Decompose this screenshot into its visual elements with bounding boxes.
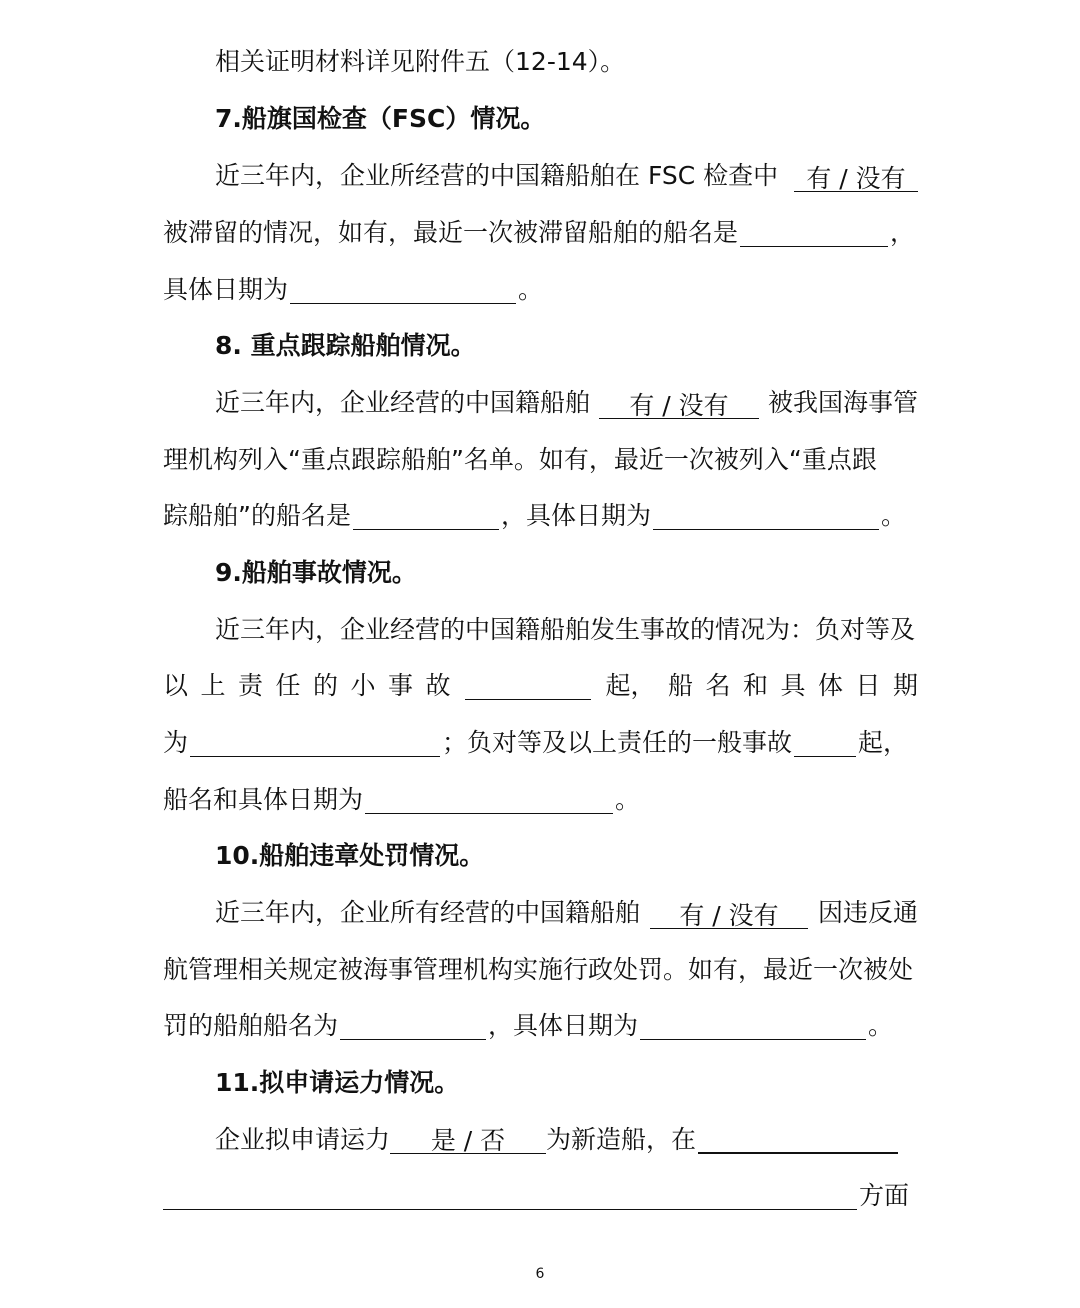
text-segment: 。 <box>880 501 906 530</box>
fill-blank-date[interactable] <box>640 1013 866 1040</box>
option-underline: 有 / 没有 <box>794 161 918 192</box>
fill-blank-count[interactable] <box>794 730 856 757</box>
text-segment: ， <box>890 218 916 247</box>
text-segment: 。 <box>868 1011 894 1040</box>
text-segment: 起， <box>605 671 656 700</box>
text-char: 以 <box>163 671 189 700</box>
text-char: 名 <box>705 671 731 700</box>
text-segment: 被我国海事管 <box>767 388 918 417</box>
paragraph-line <box>163 440 918 480</box>
fill-blank-count[interactable] <box>465 673 591 700</box>
paragraph-line <box>163 666 918 706</box>
text-segment: 近三年内，企业经营的中国籍船舶发生事故的情况为：负对等及 <box>215 615 916 644</box>
text-segment: 具体日期为 <box>163 275 289 304</box>
page-number: 6 <box>535 1266 545 1282</box>
text-segment: 航管理相关规定被海事管理机构实施行政处罚。如有，最近一次被处 <box>163 955 914 984</box>
paragraph-line <box>163 780 918 820</box>
text-char: 任 <box>275 671 301 700</box>
section-heading-8 <box>215 326 918 366</box>
paragraph-line <box>163 1176 918 1216</box>
paragraph-line <box>215 1120 918 1160</box>
attachment-note: 相关证明材料详见附件五（12-14）。 <box>215 47 626 76</box>
section-heading-9 <box>215 553 918 593</box>
text-segment: 企业拟申请运力 <box>215 1125 391 1154</box>
fill-blank-ship-and-date[interactable] <box>190 730 440 757</box>
text-char: 小 <box>350 671 376 700</box>
heading-text: 11.拟申请运力情况。 <box>215 1068 460 1097</box>
paragraph-line <box>215 610 918 650</box>
text-segment: ，具体日期为 <box>488 1011 639 1040</box>
text-char: 责 <box>238 671 264 700</box>
section-heading-7 <box>215 99 918 139</box>
heading-text: 10.船舶违章处罚情况。 <box>215 841 485 870</box>
paragraph-line <box>163 723 918 763</box>
text-segment: 船名和具体日期为 <box>163 785 364 814</box>
paragraph-line <box>163 1006 918 1046</box>
text-segment: 起， <box>858 728 909 757</box>
text-line <box>215 42 918 82</box>
paragraph-line <box>163 270 918 310</box>
text-segment: 罚的船舶船名为 <box>163 1011 339 1040</box>
text-char: 船 <box>667 671 693 700</box>
paragraph-line <box>215 893 918 933</box>
heading-text: 7.船旗国检查（FSC）情况。 <box>215 104 546 133</box>
text-char: 事 <box>388 671 414 700</box>
text-segment: 近三年内，企业所有经营的中国籍船舶 <box>215 898 641 927</box>
fill-blank-ship-name[interactable] <box>340 1013 486 1040</box>
option-underline: 有 / 没有 <box>599 388 759 419</box>
text-segment: 。 <box>518 275 544 304</box>
text-char: 上 <box>200 671 226 700</box>
text-char: 和 <box>742 671 768 700</box>
section-heading-11 <box>215 1063 918 1103</box>
paragraph-line <box>215 156 918 196</box>
paragraph-line <box>215 383 918 423</box>
text-segment: 因违反通 <box>817 898 918 927</box>
fill-blank-date[interactable] <box>653 503 879 530</box>
paragraph-line <box>163 496 918 536</box>
fill-blank-ship-and-date[interactable] <box>365 787 613 814</box>
text-segment: 近三年内，企业所经营的中国籍船舶在 FSC 检查中 <box>215 161 779 190</box>
fill-blank-ship-name[interactable] <box>740 220 888 247</box>
heading-text: 8. 重点跟踪船舶情况。 <box>215 331 476 360</box>
fill-blank-aspect-cont[interactable] <box>163 1183 857 1210</box>
fill-blank-ship-name[interactable] <box>353 503 499 530</box>
text-segment: 。 <box>615 785 641 814</box>
text-char: 故 <box>425 671 451 700</box>
paragraph-line <box>163 950 918 990</box>
text-char: 日 <box>855 671 881 700</box>
text-char: 具 <box>780 671 806 700</box>
fill-blank-date[interactable] <box>290 277 516 304</box>
paragraph-line <box>163 213 918 253</box>
text-segment: 方面 <box>859 1181 910 1210</box>
text-segment: 近三年内，企业经营的中国籍船舶 <box>215 388 591 417</box>
option-underline: 是 / 否 <box>390 1123 546 1154</box>
text-char: 期 <box>892 671 918 700</box>
text-segment: 为新造船，在 <box>546 1125 697 1154</box>
text-char: 的 <box>313 671 339 700</box>
text-segment: 被滞留的情况，如有，最近一次被滞留船舶的船名是 <box>163 218 739 247</box>
section-heading-10 <box>215 836 918 876</box>
text-segment: 为 <box>163 728 189 757</box>
heading-text: 9.船舶事故情况。 <box>215 558 417 587</box>
text-segment: ，具体日期为 <box>500 501 651 530</box>
text-segment: 踪船舶”的船名是 <box>163 501 351 530</box>
option-underline: 有 / 没有 <box>650 898 808 929</box>
text-segment: 理机构列入“重点跟踪船舶”名单。如有，最近一次被列入“重点跟 <box>163 445 877 474</box>
text-char: 体 <box>817 671 843 700</box>
text-segment: ；负对等及以上责任的一般事故 <box>442 728 793 757</box>
fill-blank-aspect[interactable] <box>698 1126 898 1154</box>
